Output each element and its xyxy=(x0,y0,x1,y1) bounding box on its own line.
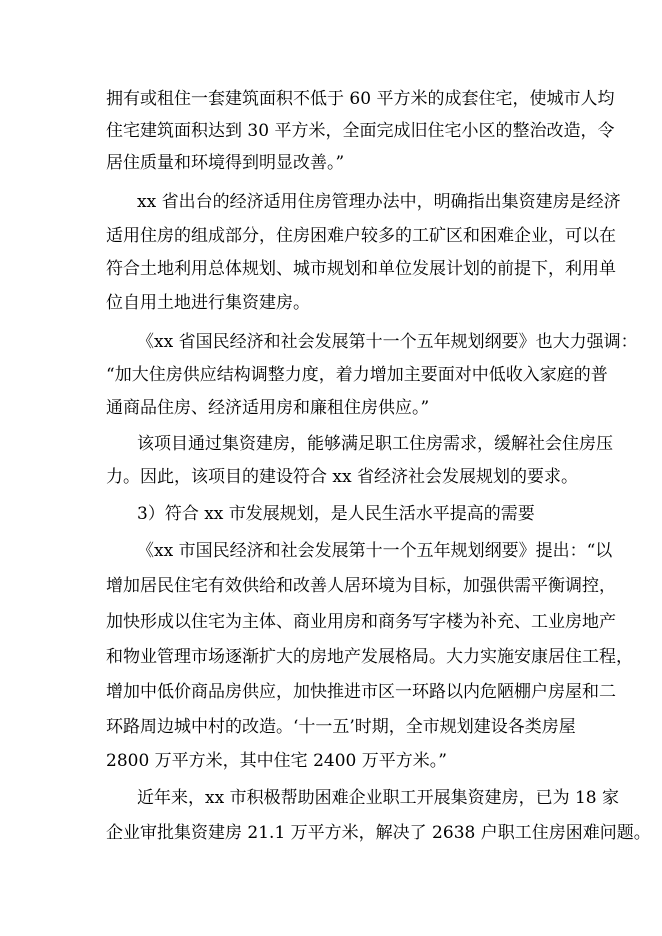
text-line: 适用住房的组成部分，住房困难户较多的工矿区和困难企业，可以在 xyxy=(106,226,616,246)
text-line: 近年来，xx 市积极帮助困难企业职工开展集资建房，已为 18 家 xyxy=(137,788,620,808)
text-line: 企业审批集资建房 21.1 万平方米，解决了 2638 户职工住房困难问题。 xyxy=(106,823,651,843)
text-line: 2800 万平方米，其中住宅 2400 万平方米。” xyxy=(106,751,447,771)
text-line: 《xx 省国民经济和社会发展第十一个五年规划纲要》也大力强调： xyxy=(137,332,638,352)
text-line: 住宅建筑面积达到 30 平方米，全面完成旧住宅小区的整治改造，令 xyxy=(106,121,615,141)
text-line: 位自用土地进行集资建房。 xyxy=(106,293,310,313)
text-line: 力。因此，该项目的建设符合 xx 省经济社会发展规划的要求。 xyxy=(106,467,578,487)
text-line: xx 省出台的经济适用住房管理办法中，明确指出集资建房是经济 xyxy=(137,192,621,212)
text-line: “加大住房供应结构调整力度，着力增加主要面对中低收入家庭的普 xyxy=(106,365,608,385)
section-heading: 3）符合 xx 市发展规划，是人民生活水平提高的需要 xyxy=(137,504,535,524)
text-line: 符合土地利用总体规划、城市规划和单位发展计划的前提下，利用单 xyxy=(106,259,616,279)
text-line: 增加中低价商品房供应，加快推进市区一环路以内危陋棚户房屋和二 xyxy=(106,682,616,702)
text-line: 和物业管理市场逐渐扩大的房地产发展格局。大力实施安康居住工程， xyxy=(106,647,633,667)
text-line: 该项目通过集资建房，能够满足职工住房需求，缓解社会住房压 xyxy=(137,434,613,454)
text-line: 增加居民住宅有效供给和改善人居环境为目标，加强供需平衡调控， xyxy=(106,576,616,596)
text-line: 环路周边城中村的改造。‘十一五’时期，全市规划建设各类房屋 xyxy=(106,717,576,737)
text-line: 拥有或租住一套建筑面积不低于 60 平方米的成套住宅，使城市人均 xyxy=(106,89,615,109)
text-line: 加快形成以住宅为主体、商业用房和商务写字楼为补充、工业房地产 xyxy=(106,612,616,632)
text-line: 居住质量和环境得到明显改善。” xyxy=(106,153,345,173)
text-line: 《xx 市国民经济和社会发展第十一个五年规划纲要》提出：“以 xyxy=(137,541,613,561)
text-line: 通商品住房、经济适用房和廉租住房供应。” xyxy=(106,398,430,418)
